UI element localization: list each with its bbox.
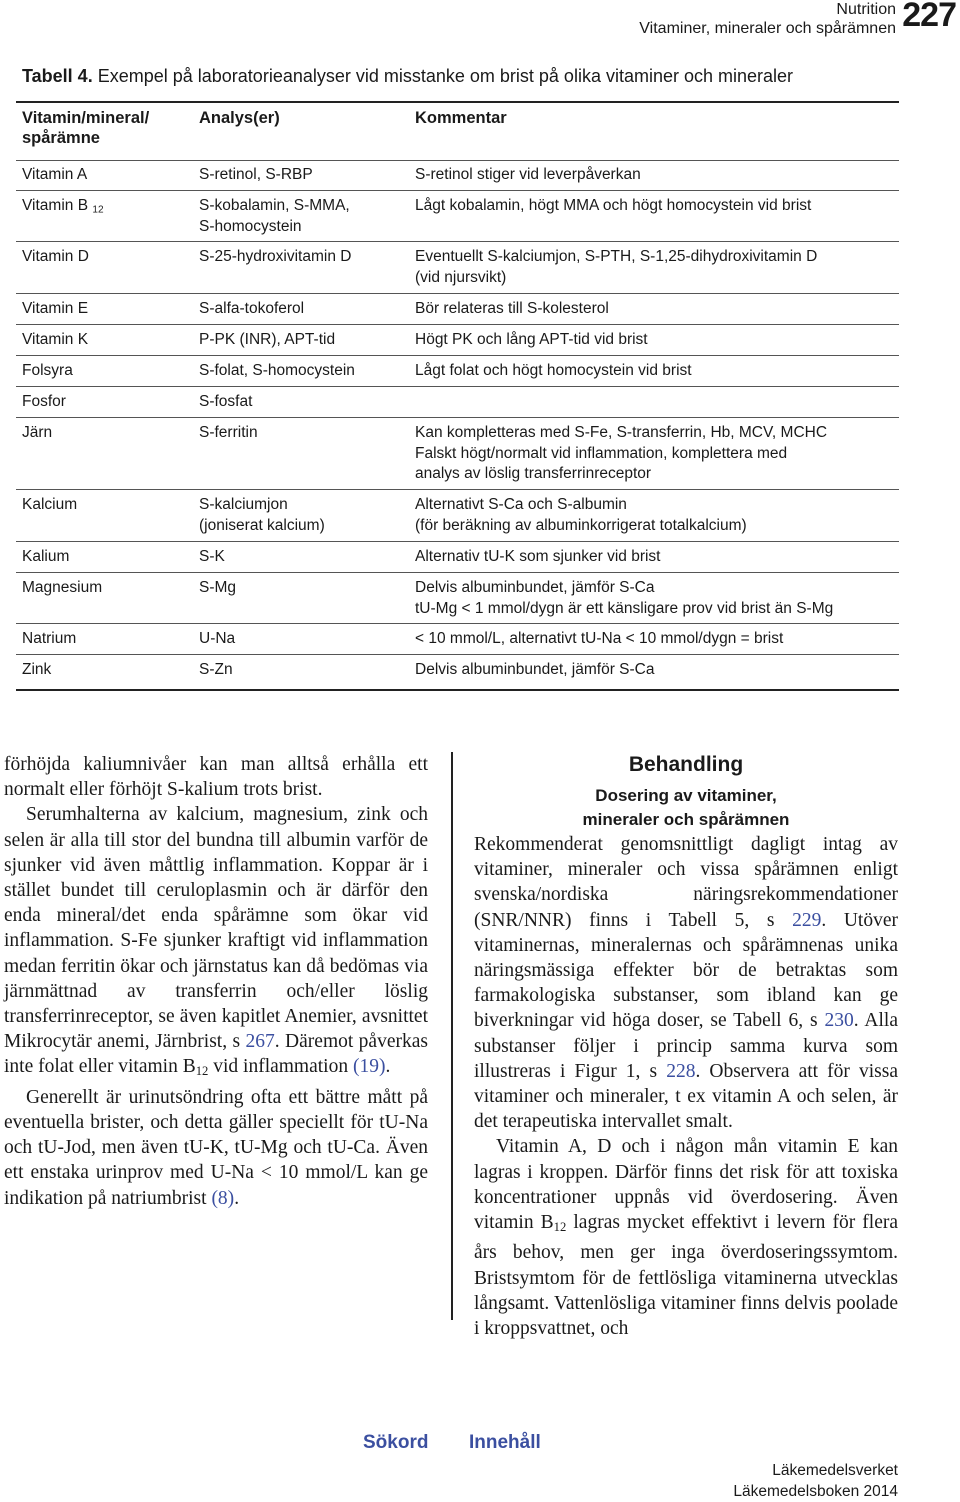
table-cell-analysis: S-folat, S-homocystein	[199, 362, 355, 379]
table-row-rule	[16, 489, 899, 490]
table-cell-analysis: U-Na	[199, 630, 236, 647]
right-text-column	[474, 750, 898, 1341]
table-cell-comment: < 10 mmol/L, alternativt tU-Na < 10 mmol/dygn = brist	[415, 630, 784, 647]
table-caption-text: Exempel på laboratorieanalyser vid misstanke om brist på olika vitaminer och mineraler	[97, 66, 794, 86]
subsection-heading: Dosering av vitaminer, mineraler och spårämnen	[582, 786, 790, 829]
section-heading: Behandling	[628, 753, 744, 776]
table-cell-comment: Delvis albuminbundet, jämför S-Ca	[415, 661, 655, 678]
table-cell-nutrient: Magnesium	[22, 579, 103, 596]
header-subsection: Vitaminer, mineraler och spårämnen	[639, 20, 896, 37]
page-number: 227	[902, 0, 956, 34]
table-row-rule	[16, 572, 899, 573]
table-header-rule	[16, 160, 899, 161]
page-link[interactable]: 229	[792, 909, 822, 931]
table-cell-analysis: S-Mg	[199, 579, 237, 596]
paragraph: Generellt är urinutsöndring ofta ett bättre mått på eventuella brister, och detta gäller speciellt för tU-Na och tU-Jod, men även tU-K, tU-Mg och tU-Ca. Även ett enstaka urinprov med U-Na < 10 mmol/L kan ge indikation på natriumbrist (8).	[4, 1086, 428, 1209]
table-cell-nutrient: Kalcium	[22, 496, 78, 513]
paragraph: Rekommenderat genomsnittligt dagligt intag av vitaminer, mineraler och vissa spårämnen enligt svenska/nordiska näringsrekommendationer (SNR/NNR) finns i Tabell 5, s 229. Utöver vitaminernas, mineralernas och spårämnenas unika näringsmässiga effekter bör de betraktas som farmakologiska substanser, som ibland kan ge biverkningar vid höga doser, se Tabell 6, s 230. Alla substanser följer i princip samma kurva som illustreras i Figur 1, s 228. Observera att för vissa vitaminer och mineraler, t ex vitamin A och selen, är det terapeutiska intervallet smalt.	[474, 834, 898, 1133]
table-cell-nutrient: Kalium	[22, 548, 70, 565]
table-top-rule	[16, 101, 899, 103]
table-row-rule	[16, 324, 899, 325]
reference-link[interactable]: (19)	[352, 1056, 386, 1078]
table-row-rule	[16, 241, 899, 242]
table-cell-nutrient: Folsyra	[22, 362, 73, 379]
table-row-rule	[16, 541, 899, 542]
paragraph: Serumhalterna av kalcium, magnesium, zink och selen är alla till stor del bundna till albumin varför de sjunker vid även måttlig inflammation. Koppar är i stället bundet till ceruloplasmin och är därför den enda mineral/det enda spårämne som ökar vid inflammation. S-Fe sjunker kraftigt vid inflammation medan ferritin ökar och järnstatus kan då bedömas via järnmättnad av transferrin och/eller löslig transferrinreceptor, se även kapitlet Anemier, avsnittet Mikrocytär anemi, Järnbrist, s 267. Däremot påverkas inte folat eller vitamin $B_{12}$ vid inflammation (19).	[4, 804, 428, 1079]
table-caption	[22, 66, 793, 87]
table-cell-comment: Eventuellt S-kalciumjon, S-PTH, S-1,25-dihydroxivitamin D (vid njursvikt)	[415, 248, 818, 286]
table-cell-analysis: S-kobalamin, S-MMA, S-homocystein	[199, 197, 350, 235]
table-cell-nutrient: Vitamin D	[22, 248, 89, 265]
table-header-col1: Vitamin/mineral/ spårämne	[22, 109, 150, 147]
contents-link[interactable]: Innehåll	[469, 1432, 541, 1453]
table-cell-comment: S-retinol stiger vid leverpåverkan	[415, 166, 641, 183]
table-row-rule	[16, 417, 899, 418]
table-cell-nutrient: Vitamin K	[22, 331, 89, 348]
table-cell-nutrient: Vitamin B $_{12}$	[22, 197, 104, 216]
table-cell-comment: Delvis albuminbundet, jämför S-Ca tU-Mg < 1 mmol/dygn är ett känsligare prov vid brist än S-Mg	[415, 579, 834, 617]
table-cell-analysis: S-fosfat	[199, 393, 253, 410]
table-cell-analysis: P-PK (INR), APT-tid	[199, 331, 336, 348]
table-cell-analysis: S-retinol, S-RBP	[199, 166, 313, 183]
book-title: Läkemedelsboken 2014	[733, 1483, 898, 1500]
table-row-rule	[16, 293, 899, 294]
paragraph: förhöjda kaliumnivåer kan man alltså erhålla ett normalt eller förhöjt S-kalium trots brist.	[4, 754, 428, 801]
table-bottom-rule	[16, 689, 899, 691]
table-cell-comment: Alternativt S-Ca och S-albumin (för beräkning av albuminkorrigerat totalkalcium)	[415, 496, 747, 534]
table-row-rule	[16, 654, 899, 655]
table-cell-comment: Lågt kobalamin, högt MMA och högt homocystein vid brist	[415, 197, 812, 214]
running-header	[639, 0, 896, 38]
page-link[interactable]: 267	[245, 1031, 275, 1053]
page-link[interactable]: 228	[666, 1060, 696, 1082]
table-cell-nutrient: Zink	[22, 661, 52, 678]
publisher-name: Läkemedelsverket	[772, 1462, 898, 1479]
table-cell-nutrient: Natrium	[22, 630, 77, 647]
search-link[interactable]: Sökord	[363, 1432, 429, 1453]
table-cell-comment: Alternativ tU-K som sjunker vid brist	[415, 548, 661, 565]
table-cell-comment: Kan kompletteras med S-Fe, S-transferrin, Hb, MCV, MCHC Falskt högt/normalt vid inflammation, komplettera med analys av löslig transferrinreceptor	[415, 424, 828, 482]
reference-link[interactable]: (8)	[211, 1187, 235, 1209]
table-cell-nutrient: Järn	[22, 424, 53, 441]
table-header-col3: Kommentar	[415, 109, 507, 127]
table-cell-analysis: S-K	[199, 548, 225, 565]
header-section: Nutrition	[836, 1, 896, 18]
table-row-rule	[16, 355, 899, 356]
table-header-col2: Analys(er)	[199, 109, 280, 127]
table-row-rule	[16, 190, 899, 191]
table-cell-analysis: S-ferritin	[199, 424, 258, 441]
table-cell-analysis: S-Zn	[199, 661, 233, 678]
table-cell-analysis: S-kalciumjon (joniserat kalcium)	[199, 496, 325, 534]
table-cell-nutrient: Vitamin A	[22, 166, 88, 183]
table-cell-nutrient: Fosfor	[22, 393, 66, 410]
table-row-rule	[16, 386, 899, 387]
footer-publisher	[733, 1460, 898, 1502]
table-cell-comment: Högt PK och lång APT-tid vid brist	[415, 331, 648, 348]
page-link[interactable]: 230	[824, 1010, 854, 1032]
table-cell-analysis: S-25-hydroxivitamin D	[199, 248, 352, 265]
table-caption-label: Tabell 4.	[22, 66, 93, 86]
table-cell-comment: Lågt folat och högt homocystein vid brist	[415, 362, 692, 379]
paragraph: Vitamin A, D och i någon mån vitamin E kan lagras i kroppen. Därför finns det risk för att toxiska koncentrationer uppnås vid överdosering. Även vitamin $B_{12}$ lagras mycket effektivt i levern för flera års behov, men ger inga överdoseringssymtom. Bristsymtom för de fettlösliga vitaminerna utvecklas långsamt. Vattenlösliga vitaminer finns delvis poolade i kroppsvattnet, och	[474, 1136, 898, 1340]
table-cell-comment: Bör relateras till S-kolesterol	[415, 300, 609, 317]
left-text-column	[4, 752, 428, 1211]
column-divider	[451, 752, 453, 1320]
table-cell-analysis: S-alfa-tokoferol	[199, 300, 305, 317]
table-cell-nutrient: Vitamin E	[22, 300, 89, 317]
table-row-rule	[16, 623, 899, 624]
